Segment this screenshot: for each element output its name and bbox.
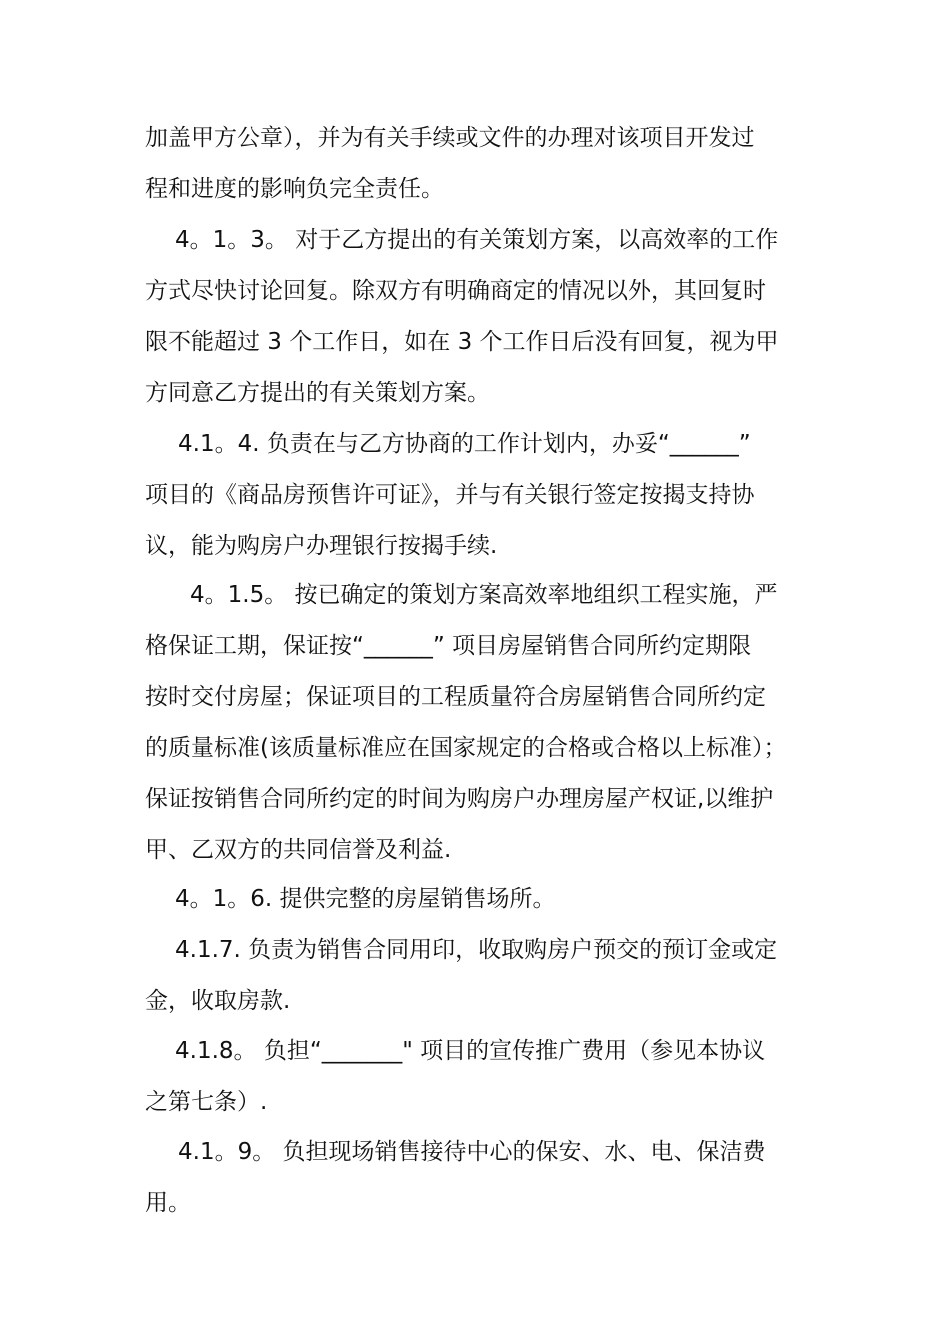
text-line: 项目的《商品房预售许可证》，并与有关银行签定按揭支持协 xyxy=(145,482,755,508)
text-line: 按时交付房屋；保证项目的工程质量符合房屋销售合同所约定 xyxy=(145,684,766,710)
text-line: 保证按销售合同所约定的时间为购房户办理房屋产权证,以维护 xyxy=(145,786,774,812)
text-line: 4.1。4. 负责在与乙方协商的工作计划内，办妥“______” xyxy=(178,431,751,457)
text-line: 4。1。6. 提供完整的房屋销售场所。 xyxy=(175,886,556,912)
text-line: 格保证工期，保证按“______” 项目房屋销售合同所约定期限 xyxy=(145,633,752,659)
text-line: 甲、乙双方的共同信誉及利益. xyxy=(145,837,452,863)
text-line: 加盖甲方公章），并为有关手续或文件的办理对该项目开发过 xyxy=(145,125,755,151)
text-line: 方同意乙方提出的有关策划方案。 xyxy=(145,380,490,406)
text-line: 限不能超过 3 个工作日，如在 3 个工作日后没有回复，视为甲 xyxy=(145,329,779,355)
text-line: 4.1.8。 负担“_______" 项目的宣传推广费用（参见本协议 xyxy=(175,1038,766,1064)
text-line: 金，收取房款. xyxy=(145,988,291,1014)
text-line: 4。1.5。 按已确定的策划方案高效率地组织工程实施，严 xyxy=(190,582,778,608)
text-line: 4.1。9。 负担现场销售接待中心的保安、水、电、保洁费 xyxy=(178,1139,766,1165)
text-line: 程和进度的影响负完全责任。 xyxy=(145,176,444,202)
text-line: 用。 xyxy=(145,1190,191,1216)
text-line: 之第七条）. xyxy=(145,1089,268,1115)
text-line: 方式尽快讨论回复。除双方有明确商定的情况以外，其回复时 xyxy=(145,278,766,304)
text-line: 4.1.7. 负责为销售合同用印，收取购房户预交的预订金或定 xyxy=(175,937,778,963)
text-line: 4。1。3。 对于乙方提出的有关策划方案，以高效率的工作 xyxy=(175,227,779,253)
text-line: 议，能为购房户办理银行按揭手续. xyxy=(145,533,498,559)
text-line: 的质量标准(该质量标准应在国家规定的合格或合格以上标准）； xyxy=(145,735,787,761)
